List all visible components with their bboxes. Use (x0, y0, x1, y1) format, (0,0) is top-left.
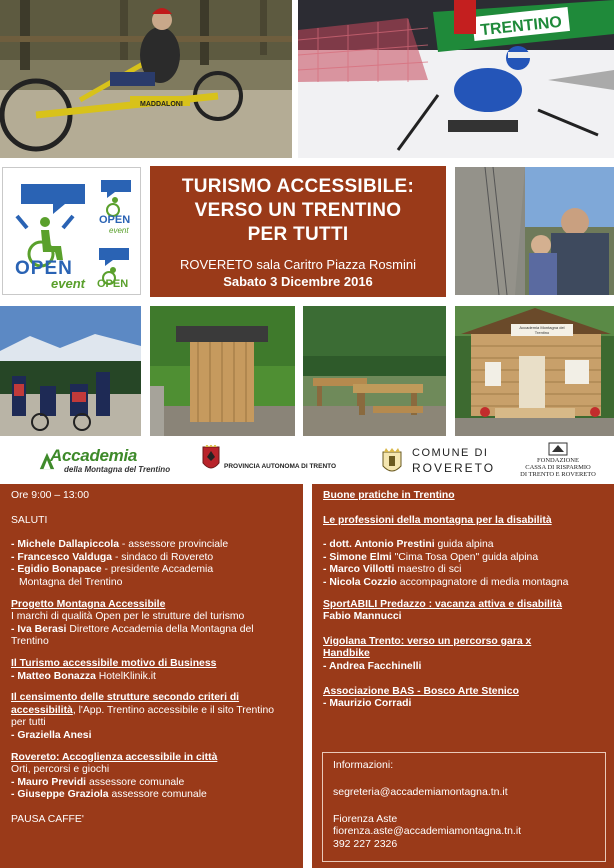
session-title: Il censimento delle strutture secondo criteri di (11, 692, 240, 704)
speaker-line (11, 564, 295, 577)
info-box (322, 752, 606, 862)
photo-ski (298, 0, 614, 158)
session-speaker-role: assessore comunale (86, 776, 185, 788)
session-speaker (323, 564, 606, 577)
session-title: Il Turismo accessibile motivo di Business (11, 657, 217, 669)
bike-brand-label: MADDALONI (140, 101, 183, 108)
session-title: Rovereto: Accoglienza accessibile in città (11, 751, 218, 763)
session-speaker-name: - Iva Berasi (11, 623, 67, 635)
fondazione-logo-line-2: CASSA DI RISPARMIO (525, 464, 591, 471)
photo-picnic-tables (303, 306, 446, 436)
session-title-tail: accessibilità (11, 704, 73, 716)
saluti-heading: SALUTI (11, 514, 48, 526)
comune-logo-line-2: ROVERETO (412, 461, 496, 475)
comune-logo-line-1: COMUNE DI (412, 447, 489, 459)
program-panel-left (0, 484, 303, 868)
open-logo-main-word: OPEN (15, 258, 73, 279)
accademia-logo-sub: della Montagna del Trentino (64, 465, 171, 474)
session-speaker-name: - Graziella Anesi (11, 729, 92, 741)
session-title: SportABILI Predazzo : vacanza attiva e disabilità (323, 598, 563, 610)
session-speaker-name: - Maurizio Corradi (323, 698, 412, 710)
speaker-role-continued: Montagna del Trentino (19, 576, 123, 588)
session-speaker-name: - Nicola Cozzio (323, 576, 397, 588)
program-panel-right (312, 484, 614, 868)
session-speaker (11, 671, 295, 684)
session-speaker-role: "Cima Tosa Open" guida alpina (391, 551, 539, 563)
coffee-break: PAUSA CAFFE' (11, 813, 84, 825)
session-title-continued: Handbike (323, 648, 370, 660)
open-logo-sub-word: event (51, 276, 85, 291)
session-title: Associazione BAS - Bosco Arte Stenico (323, 685, 519, 697)
speaker-name: - Francesco Valduga (11, 551, 113, 563)
session-speaker-name: - Matteo Bonazza (11, 670, 96, 682)
comune-logo (380, 446, 496, 476)
session-speaker-role: accompagnatore di media montagna (396, 576, 569, 588)
session-speaker-name: - Marco Villotti (323, 564, 395, 576)
session-text-continued: per tutti (11, 717, 46, 729)
open-event-logo (2, 167, 141, 295)
title-line-2: VERSO UN TRENTINO (194, 200, 402, 221)
open-logo-small-sub-1: event (109, 226, 129, 235)
session-speaker-role: guida alpina (434, 539, 494, 551)
session-title-continued (11, 705, 295, 718)
info-email-link[interactable]: segreteria@accademiamontagna.tn.it (333, 785, 508, 798)
speaker-role: - assessore provinciale (119, 539, 229, 551)
info-contact-name: Fiorenza Aste (333, 812, 398, 825)
session-text: , l'App. Trentino accessibile e il sito Trentino (72, 704, 275, 716)
session-speaker-role: assessore comunale (108, 789, 207, 801)
program-time: Ore 9:00 – 13:00 (11, 490, 89, 501)
session-speaker-name: - Mauro Previdi (11, 776, 87, 788)
fondazione-logo (512, 442, 604, 482)
session-title: Buone pratiche in Trentino (323, 490, 455, 501)
session-text: I marchi di qualità Open per le strutture del turismo (11, 611, 245, 623)
fondazione-logo-line-1: FONDAZIONE (537, 457, 579, 464)
event-location: ROVERETO sala Caritro Piazza Rosmini (180, 257, 416, 272)
fondazione-logo-line-3: DI TRENTO E ROVERETO (520, 471, 596, 478)
session-speaker-name: - Giuseppe Graziola (11, 789, 109, 801)
photo-wooden-lectern (150, 306, 295, 436)
title-line-1: TURISMO ACCESSIBILE: (181, 176, 415, 197)
cabin-sign-text: Accademia Montagna del Trentino (519, 325, 565, 335)
session-speaker-role: HotelKlinik.it (95, 670, 156, 682)
session-title: Vigolana Trento: verso un percorso gara x (323, 635, 532, 647)
session-speaker (11, 789, 295, 802)
photo-handbike (0, 0, 292, 158)
speaker-role: - presidente Accademia (101, 564, 214, 576)
info-heading: Informazioni: (333, 759, 394, 771)
accademia-logo (38, 446, 171, 476)
event-date: Sabato 3 Dicembre 2016 (223, 274, 373, 289)
open-logo-small-word-2: OPEN (97, 278, 129, 290)
session-speaker (323, 552, 606, 565)
accademia-logo-main: Accademia (50, 446, 138, 465)
info-phone[interactable]: 392 227 2326 (333, 838, 398, 851)
speaker-line (11, 552, 295, 565)
trentino-flag-text: TRENTINO (479, 13, 563, 40)
speaker-line (11, 539, 295, 552)
info-contact-email-link[interactable]: fiorenza.aste@accademiamontagna.tn.it (333, 825, 522, 838)
session-text: Orti, percorsi e giochi (11, 764, 110, 776)
session-speaker-role: Direttore Accademia della Montagna del (66, 623, 254, 635)
event-title (150, 175, 446, 247)
session-speaker-name: Fabio Mannucci (323, 611, 402, 623)
session-speaker-role: maestro di sci (394, 564, 462, 576)
title-line-3: PER TUTTI (247, 224, 349, 245)
session-speaker-name: - dott. Antonio Prestini (323, 539, 435, 551)
provincia-logo (200, 445, 340, 477)
photo-group-wheelchair (0, 306, 141, 436)
speaker-name: - Egidio Bonapace (11, 564, 102, 576)
open-logo-small-word-1: OPEN (99, 214, 131, 226)
session-speaker (323, 539, 606, 552)
speaker-name: - Michele Dallapiccola (11, 539, 119, 551)
session-speaker-role-continued: Trentino (11, 636, 49, 648)
session-title: Le professioni della montagna per la disabilità (323, 514, 552, 526)
event-title-block (150, 166, 446, 297)
provincia-logo-label: PROVINCIA AUTONOMA DI TRENTO (224, 463, 337, 470)
session-speaker (11, 777, 295, 790)
session-speaker-name: - Andrea Facchinelli (323, 660, 422, 672)
session-speaker (323, 577, 606, 590)
session-speaker (11, 624, 295, 637)
photo-wooden-cabin (455, 306, 614, 436)
speaker-role: - sindaco di Rovereto (112, 551, 214, 563)
session-speaker-name: - Simone Elmi (323, 551, 392, 563)
session-title: Progetto Montagna Accessibile (11, 598, 166, 610)
photo-climbing (455, 167, 614, 295)
